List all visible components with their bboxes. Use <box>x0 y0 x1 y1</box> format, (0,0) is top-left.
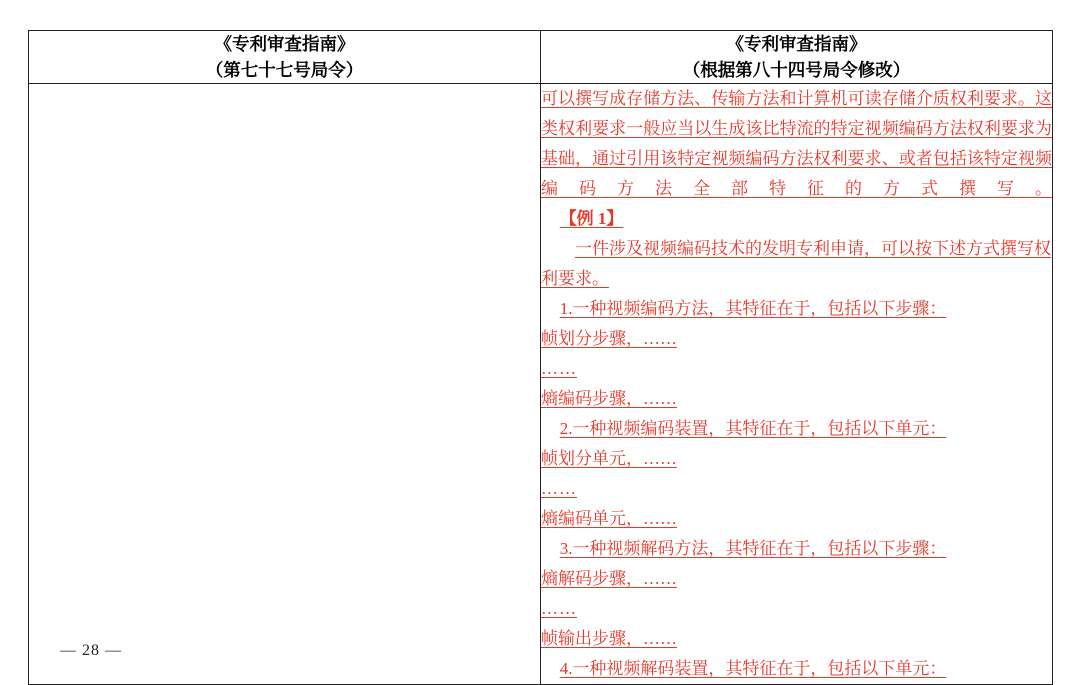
revised-paragraph-1: 可以撰写成存储方法、传输方法和计算机可读存储介质权利要求。这类权利要求一般应当以生成该比特流的特定视频编码方法权利要求为基础，通过引用该特定视频编码方法权利要求、或者包括该特定视频编码方法全部特征的方式撰写。 <box>541 89 1052 198</box>
revised-claim-1: 1.一种视频编码方法，其特征在于，包括以下步骤： <box>559 299 947 318</box>
body-cell-original <box>29 84 541 685</box>
body-cell-revised <box>541 84 1053 685</box>
table-header-row <box>29 31 1053 84</box>
revised-claim-3-step-2: 帧输出步骤，…… <box>541 629 677 648</box>
revised-claim-2: 2.一种视频编码装置，其特征在于，包括以下单元： <box>559 419 947 438</box>
revised-claim-3: 3.一种视频解码方法，其特征在于，包括以下步骤： <box>559 539 947 558</box>
revised-claim-2-unit-2: 熵编码单元，…… <box>541 509 677 528</box>
revised-claim-2-unit-1: 帧划分单元，…… <box>541 449 677 468</box>
header-cell-revised <box>541 31 1053 84</box>
header-original-line1: 《专利审查指南》 <box>214 34 355 54</box>
table-body-row <box>29 84 1053 685</box>
header-revised-line2: （根据第八十四号局令修改） <box>682 60 911 80</box>
revised-claim-3-step-1: 熵解码步骤，…… <box>541 569 677 588</box>
header-revised-line1: 《专利审查指南》 <box>726 34 867 54</box>
revised-claim-2-ellipsis: …… <box>541 479 577 498</box>
revised-claim-3-ellipsis: …… <box>541 599 577 618</box>
comparison-table <box>28 30 1053 685</box>
revised-example-label: 【例 1】 <box>559 209 624 228</box>
revised-paragraph-3: 一件涉及视频编码技术的发明专利申请，可以按下述方式撰写权利要求。 <box>541 239 1051 288</box>
header-cell-original <box>29 31 541 84</box>
revised-claim-1-step-1: 帧划分步骤，…… <box>541 329 677 348</box>
revised-claim-4: 4.一种视频解码装置，其特征在于，包括以下单元： <box>559 659 947 678</box>
page-number: — 28 — <box>60 642 122 659</box>
revised-claim-1-ellipsis: …… <box>541 359 577 378</box>
revised-claim-1-step-2: 熵编码步骤，…… <box>541 389 677 408</box>
header-original-line2: （第七十七号局令） <box>205 60 364 80</box>
